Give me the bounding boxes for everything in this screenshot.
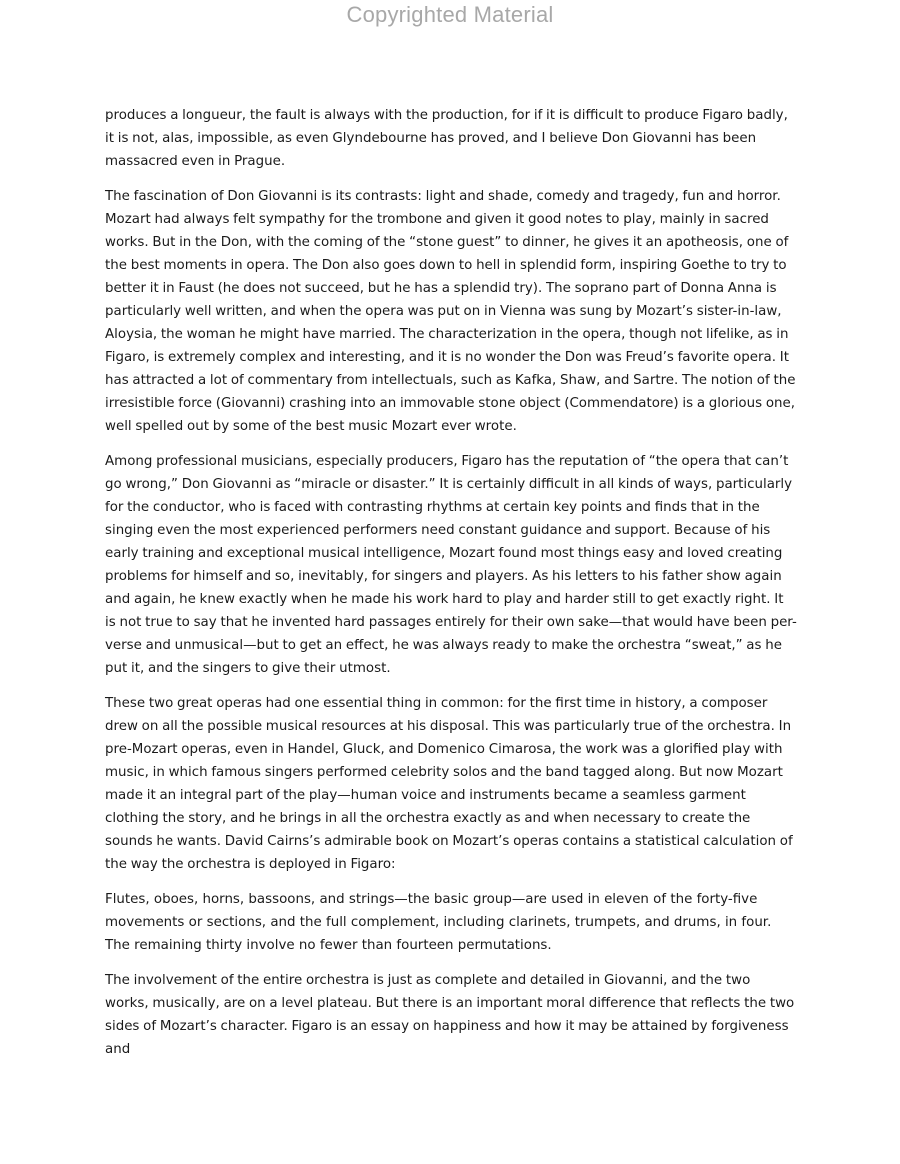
paragraph-moral-difference: The involvement of the entire orchestra is just as complete and detailed in Giovanni, and the two works, musically, are on a level plateau. But there is an important moral difference that reflects the two sides of Mozart’s character. Figaro is an essay on happiness and how it may be attained by forgiveness and <box>105 973 795 1057</box>
copyright-watermark: Copyrighted Material <box>346 2 554 27</box>
paragraph-production: produces a longueur, the fault is always with the production, for if it is difficult to produce Figaro badly, it is not, alas, impossible, as even Glyndebourne has proved, and I believe Don Giovanni has been massacred even in Prague. <box>105 108 788 169</box>
quote-cairns-orchestra: Flutes, oboes, horns, bassoons, and strings—the basic group—are used in eleven of the forty-five movements or sections, and the full complement, including clarinets, trumpets, and drums, in four. The remaining thirty involve no fewer than fourteen permutations. <box>105 892 772 953</box>
paragraph-two-great-operas: These two great operas had one essential thing in common: for the first time in history, a composer drew on all the possible musical resources at his disposal. This was particularly true of the orchestra. In pre-Mozart operas, even in Handel, Gluck, and Domenico Cimarosa, the work was a glorified play with music, in which famous singers performed celebrity solos and the band tagged along. But now Mozart made it an integral part of the play—human voice and instruments became a seamless garment clothing the story, and he brings in all the orchestra exactly as and when necessary to create the sounds he wants. David Cairns’s admirable book on Mozart’s operas contains a statistical calculation of the way the orchestra is deployed in Figaro: <box>105 696 793 872</box>
paragraph-don-giovanni-contrasts: The fascination of Don Giovanni is its contrasts: light and shade, comedy and tragedy, fun and horror. Mozart had always felt sympathy for the trombone and given it good notes to play, mainly in sacred works. But in the Don, with the coming of the “stone guest” to dinner, he gives it an apotheosis, one of the best moments in opera. The Don also goes down to hell in splendid form, inspiring Goethe to try to better it in Faust (he does not succeed, but he has a splendid try). The soprano part of Donna Anna is particularly well written, and when the opera was put on in Vienna was sung by Mozart’s sister-in-law, Aloysia, the woman he might have married. The characterization in the opera, though not lifelike, as in Figaro, is extremely complex and interesting, and it is no wonder the Don was Freud’s favorite opera. It has attracted a lot of commentary from intellectuals, such as Kafka, Shaw, and Sartre. The notion of the irresistible force (Giovanni) crashing into an immovable stone object (Commendatore) is a glorious one, well spelled out by some of the best music Mozart ever wrote. <box>105 189 796 434</box>
paragraph-professional-musicians: Among professional musicians, especially producers, Figaro has the reputation of “the opera that can’t go wrong,” Don Giovanni as “miracle or disaster.” It is certainly difficult in all kinds of ways, particularly for the conductor, who is faced with contrasting rhythms at certain key points and finds that in the singing even the most experienced performers need constant guidance and support. Because of his early training and exceptional musical intelligence, Mozart found most things easy and loved creating problems for himself and so, inevitably, for singers and players. As his letters to his father show again and again, he knew exactly when he made his work hard to play and harder still to get exactly right. It is not true to say that he invented hard passages entirely for their own sake—that would have been per-verse and unmusical—but to get an effect, he was always ready to make the orchestra “sweat,” as he put it, and the singers to give their utmost. <box>105 454 797 676</box>
page-body <box>105 104 797 1073</box>
